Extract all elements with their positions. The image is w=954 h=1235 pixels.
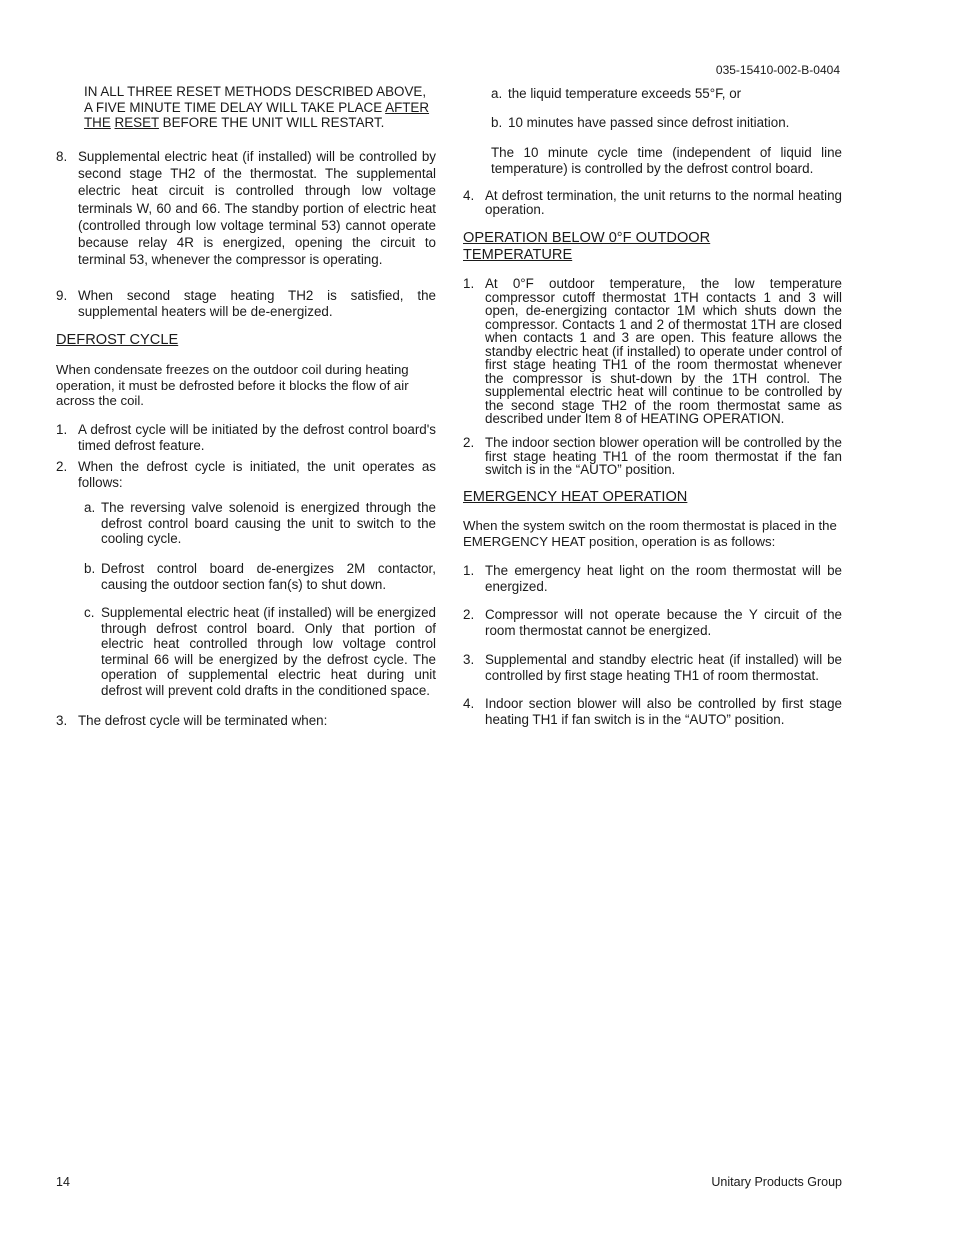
defrost-item-1 — [56, 422, 436, 453]
defrost-cycle-heading: DEFROST CYCLE — [56, 332, 179, 348]
list-text: Supplemental and standby electric heat (if installed) will be controlled by first stage heating TH1 of room thermostat. — [485, 652, 842, 683]
list-number: 1. — [463, 276, 475, 291]
list-text: the liquid temperature exceeds 55°F, or — [508, 86, 742, 101]
list-letter: b. — [491, 115, 503, 130]
defrost-subitem-b — [84, 561, 436, 592]
list-number: 9. — [56, 288, 68, 303]
list-letter: a. — [84, 500, 96, 515]
defrost-subitem-a — [84, 500, 436, 547]
list-letter: a. — [491, 86, 503, 101]
below-zero-heading: OPERATION BELOW 0°F OUTDOOR TEMPERATURE — [463, 230, 711, 263]
defrost-item-4 — [463, 189, 842, 217]
list-text: Defrost control board de-energizes 2M contactor, causing the outdoor section fan(s) to shut down. — [101, 561, 436, 592]
list-letter: b. — [84, 561, 96, 576]
termination-condition-a — [491, 86, 842, 102]
emergency-item-1 — [463, 563, 842, 594]
reset-note-tail: BEFORE THE UNIT WILL RESTART. — [158, 115, 385, 130]
defrost-intro: When condensate freezes on the outdoor coil during heating operation, it must be defrosted before it blocks the flow of air across the coil. — [56, 362, 409, 408]
reset-note-underline-reset: RESET — [114, 115, 159, 130]
reset-note-underline-after: AFTER THE — [84, 99, 430, 130]
list-number: 1. — [56, 422, 68, 437]
cycle-time-note: The 10 minute cycle time (independent of liquid line temperature) is controlled by the defrost control board. — [491, 145, 842, 176]
list-text: Supplemental electric heat (if installed) will be controlled by second stage TH2 of the thermostat. The supplemental electric heat circuit is controlled through low voltage terminals W, 60 and 66. The standby portion of electric heat (controlled through low voltage terminal 53) cannot operate because relay 4R is energized, opening the circuit to terminal 53, whenever the compressor is operating. — [78, 149, 436, 268]
emergency-intro: When the system switch on the room thermostat is placed in the EMERGENCY HEAT position, operation is as follows: — [463, 518, 837, 549]
list-number: 4. — [463, 696, 475, 711]
emergency-item-2 — [463, 607, 842, 638]
list-number: 2. — [56, 459, 68, 474]
termination-condition-b — [491, 115, 842, 131]
defrost-item-3 — [56, 713, 436, 729]
doc-number: 035-15410-002-B-0404 — [715, 63, 840, 77]
list-text: Supplemental electric heat (if installed) will be energized through defrost control board. Only that portion of electric heat controlled through low voltage control terminal 66 will be energized by the defrost cycle. The operation of supplemental electric heat during unit defrost will prevent cold drafts in the conditioned space. — [101, 605, 436, 698]
defrost-subitem-c — [84, 605, 436, 698]
list-text: The emergency heat light on the room thermostat will be energized. — [485, 563, 842, 594]
list-text: 10 minutes have passed since defrost initiation. — [508, 115, 790, 130]
list-number: 4. — [463, 188, 475, 203]
emergency-item-3 — [463, 652, 842, 683]
defrost-item-2 — [56, 459, 436, 490]
list-text: The indoor section blower operation will be controlled by the first stage heating TH1 of the room thermostat if the fan switch is in the “AUTO” position. — [485, 435, 842, 477]
below-zero-item-2 — [463, 436, 842, 477]
list-number: 8. — [56, 149, 68, 164]
list-number: 1. — [463, 563, 475, 578]
list-letter: c. — [84, 605, 95, 620]
below-zero-item-1 — [463, 277, 842, 426]
list-text: At defrost termination, the unit returns to the normal heating operation. — [485, 188, 842, 217]
list-text: Compressor will not operate because the Y circuit of the room thermostat cannot be energized. — [485, 607, 842, 638]
emergency-item-4 — [463, 696, 842, 727]
list-text: The defrost cycle will be terminated when: — [78, 713, 328, 728]
list-text: A defrost cycle will be initiated by the defrost control board's timed defrost feature. — [78, 422, 436, 453]
list-number: 2. — [463, 607, 475, 622]
reset-delay-note — [84, 84, 436, 131]
page-number: 14 — [56, 1175, 70, 1189]
list-number: 3. — [56, 713, 68, 728]
list-number: 2. — [463, 435, 475, 450]
list-text: The reversing valve solenoid is energized through the defrost control board causing the unit to switch to the cooling cycle. — [101, 500, 436, 546]
emergency-heat-heading: EMERGENCY HEAT OPERATION — [463, 489, 688, 505]
list-number: 3. — [463, 652, 475, 667]
list-text: Indoor section blower will also be controlled by first stage heating TH1 if fan switch is in the “AUTO” position. — [485, 696, 842, 727]
publisher-name: Unitary Products Group — [711, 1175, 842, 1189]
list-text: When second stage heating TH2 is satisfied, the supplemental heaters will be de-energized. — [78, 288, 436, 319]
list-text: At 0°F outdoor temperature, the low temperature compressor cutoff thermostat 1TH contacts 1 and 3 will open, de-energizing contactor 1M which shuts down the compressor. Contacts 1 and 2 of thermostat 1TH are closed when contacts 1 and 3 are open. This feature allows the standby electric heat (if installed) to operate under control of first stage heating TH1 of the room thermostat whenever the compressor is shut-down by the 1TH control. The supplemental electric heat will continue to be controlled by the second stage TH2 of the room thermostat same as described under Item 8 of HEATING OPERATION. — [485, 276, 842, 427]
list-item-9 — [56, 288, 436, 319]
reset-note-text: IN ALL THREE RESET METHODS DESCRIBED ABOVE, A FIVE MINUTE TIME DELAY WILL TAKE PLACE — [84, 84, 427, 115]
list-text: When the defrost cycle is initiated, the unit operates as follows: — [78, 459, 436, 490]
list-item-8 — [56, 148, 436, 268]
